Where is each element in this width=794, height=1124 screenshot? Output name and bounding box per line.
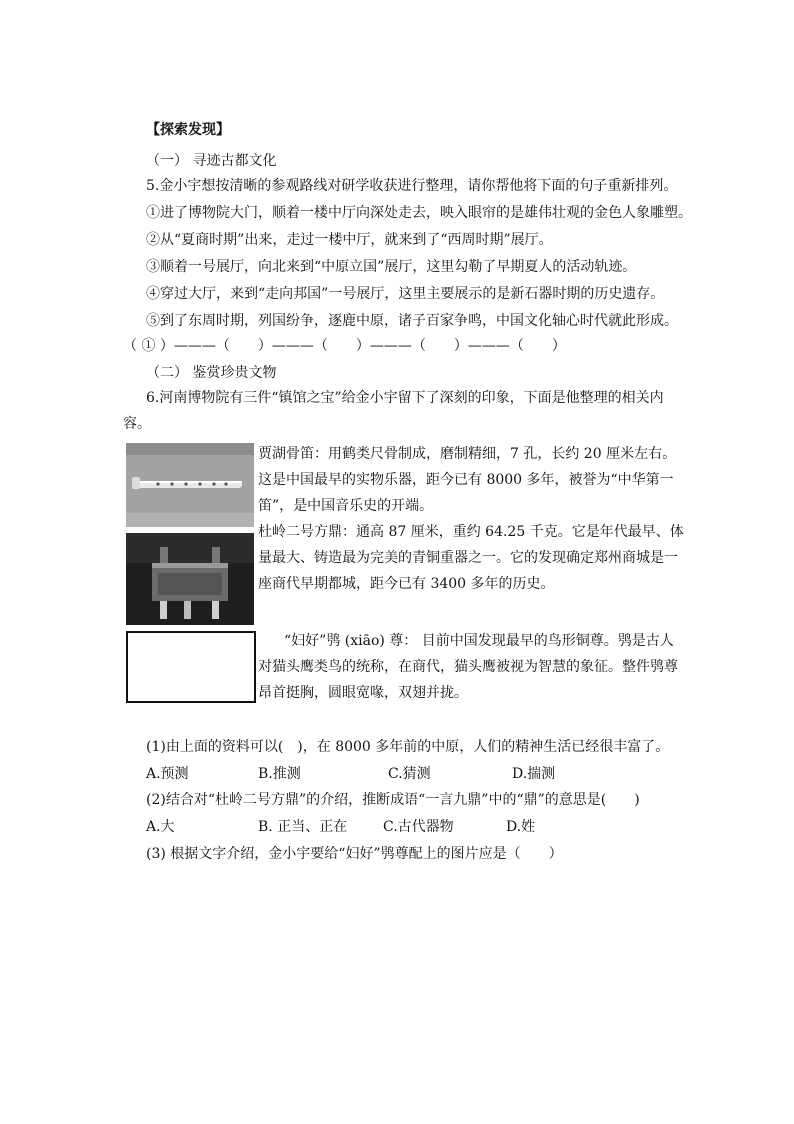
q5-sentence-1: ①进了博物院大门，顺着一楼中厅向深处走去，映入眼帘的是雄伟壮观的金色人象雕塑。 — [146, 205, 692, 221]
q6-sub3: (3) 根据文字介绍，金小宇要给“妇好”鸮尊配上的图片应是（ ） — [146, 846, 563, 862]
owl-zun-image-frame — [126, 631, 256, 703]
sub1-option-c: C.猜测 — [388, 766, 431, 782]
q5-answer-line: （ ① ）———（ ）———（ ）———（ ）———（ ） — [123, 338, 566, 354]
sub1-option-a: A.预测 — [146, 766, 189, 782]
sub1-option-b: B.推测 — [258, 766, 301, 782]
item-square-ding: 杜岭二号方鼎：通高 87 厘米，重约 64.25 千克。它是年代最早、体量最大、铸造最为完美的青铜重器之一。它的发现确定郑州商城是一座商代早期都城，距今已有 3400 多年的历史。 — [258, 524, 684, 592]
sub2-option-a: A.大 — [146, 819, 175, 835]
square-ding-image — [126, 533, 254, 625]
q5-stem: 5.金小宇想按清晰的参观路线对研学收获进行整理，请你帮他将下面的句子重新排列。 — [146, 178, 678, 194]
item-owl-zun: “妇好”鸮 (xiāo) 尊： 目前中国发现最早的鸟形铜尊。鸮是古人对猫头鹰类鸟的统称，在商代，猫头鹰被视为智慧的象征。整件鸮尊昂首挺胸，圆眼宽喙，双翅并拢。 — [258, 633, 678, 701]
bone-flute-image — [126, 443, 254, 527]
q5-sentence-5: ⑤到了东周时期，列国纷争，逐鹿中原，诸子百家争鸣，中国文化轴心时代就此形成。 — [146, 313, 678, 329]
sub2-option-b: B. 正当、正在 — [258, 819, 348, 835]
sub2-option-c: C.古代器物 — [383, 819, 454, 835]
q6-sub2: (2)结合对“杜岭二号方鼎”的介绍，推断成语“一言九鼎”中的“鼎”的意思是( ) — [146, 792, 640, 808]
part2-title: （二） 鉴赏珍贵文物 — [146, 365, 277, 381]
q5-sentence-3: ③顺着一号展厅，向北来到“中原立国”展厅，这里勾勒了早期夏人的活动轨迹。 — [146, 259, 637, 275]
sub2-option-d: D.姓 — [506, 819, 536, 835]
q5-sentence-4: ④穿过大厅，来到“走向邦国”一号展厅，这里主要展示的是新石器时期的历史遗存。 — [146, 286, 665, 302]
q6-stem-line2: 容。 — [123, 416, 151, 432]
sub1-option-d: D.揣测 — [512, 766, 556, 782]
q5-sentence-2: ②从“夏商时期”出来，走过一楼中厅，就来到了“西周时期”展厅。 — [146, 232, 553, 248]
section-title: 【探索发现】 — [146, 122, 230, 138]
q6-stem-line1: 6.河南博物院有三件“镇馆之宝”给金小宇留下了深刻的印象，下面是他整理的相关内 — [146, 390, 664, 406]
q6-sub1: (1)由上面的资料可以( )，在 8000 多年前的中原，人们的精神生活已经很丰富了。 — [146, 739, 670, 755]
item-bone-flute: 贾湖骨笛：用鹤类尺骨制成，磨制精细，7 孔，长约 20 厘米左右。这是中国最早的实物乐器，距今已有 8000 多年，被誉为“中华第一笛”，是中国音乐史的开端。 — [258, 446, 677, 514]
part1-title: （一） 寻迹古都文化 — [146, 153, 277, 169]
